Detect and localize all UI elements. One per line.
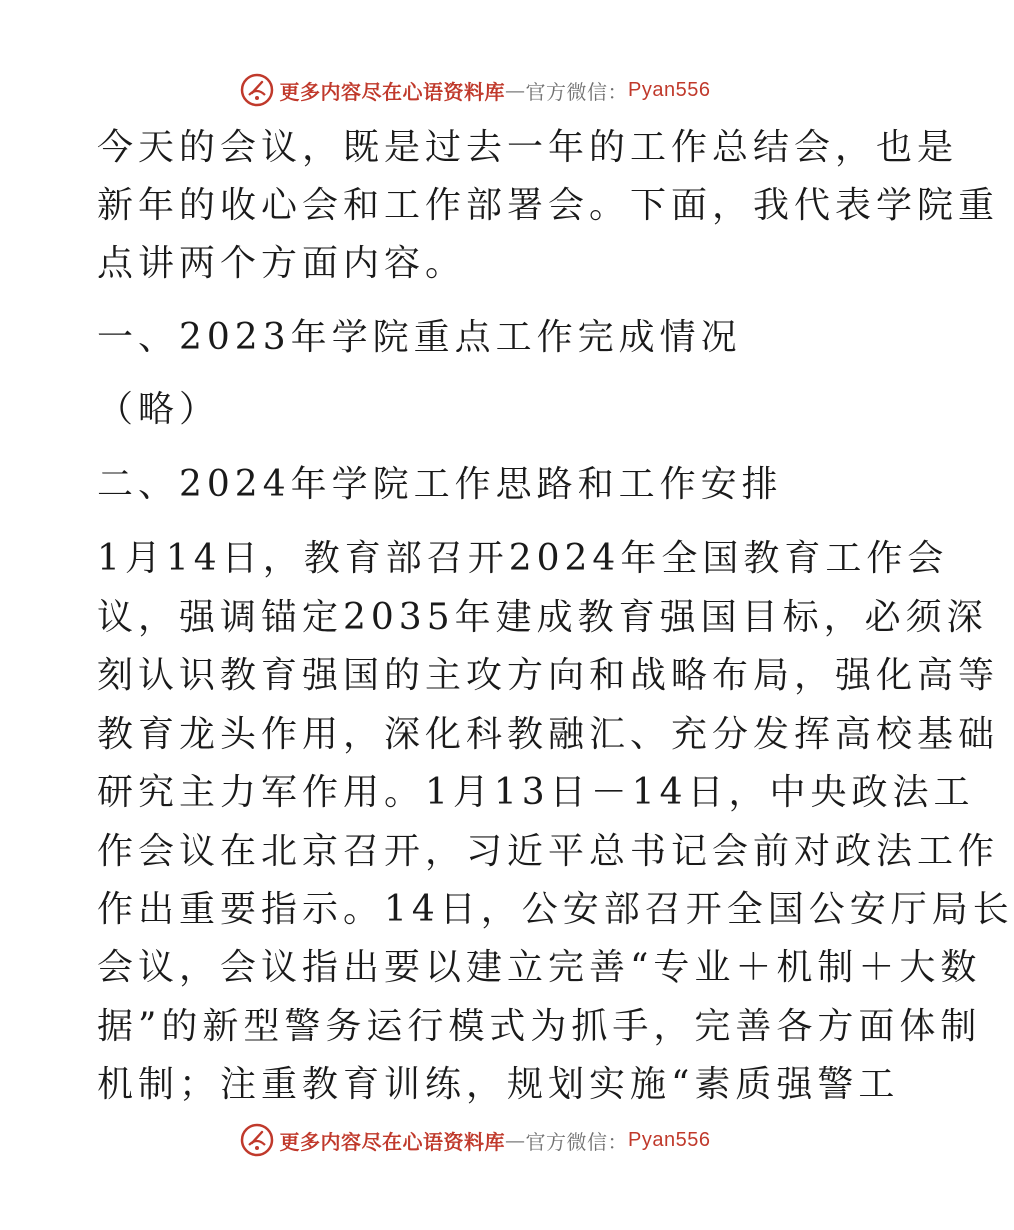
book-pen-logo-icon (240, 73, 274, 107)
body-line: 议，强调锚定2035年建成教育强国目标，必须深 (97, 597, 988, 638)
watermark-wechat-id: Pyan556 (628, 1128, 711, 1151)
watermark-site-name: 更多内容尽在心语资料库 (279, 1129, 506, 1154)
body-line: 刻认识教育强国的主攻方向和战略布局，强化高等 (97, 655, 1000, 696)
watermark-header (0, 68, 950, 112)
body-line: 点讲两个方面内容。 (97, 243, 467, 284)
body-line: 新年的收心会和工作部署会。下面，我代表学院重 (97, 185, 1000, 226)
watermark-wechat-label: 官方微信： (525, 79, 629, 104)
body-line: 机制；注重教育训练，规划实施“素质强警工 (97, 1064, 900, 1105)
watermark-wechat-label: 官方微信： (525, 1129, 629, 1154)
body-line: 据”的新型警务运行模式为抓手，完善各方面体制 (97, 1006, 982, 1047)
watermark-site-name: 更多内容尽在心语资料库 (279, 79, 506, 104)
body-line: （略） (97, 389, 221, 430)
section-heading-1: 一、2023年学院重点工作完成情况 (97, 317, 742, 358)
body-line: 今天的会议，既是过去一年的工作总结会，也是 (97, 127, 959, 168)
watermark-wechat-id: Pyan556 (628, 78, 711, 101)
body-line: 教育龙头作用，深化科教融汇、充分发挥高校基础 (97, 714, 1000, 755)
body-line: 1月14日，教育部召开2024年全国教育工作会 (97, 538, 949, 579)
body-line: 研究主力军作用。1月13日－14日，中央政法工 (97, 772, 975, 813)
watermark-dash: — (505, 1128, 526, 1152)
body-line: 会议，会议指出要以建立完善“专业＋机制＋大数 (97, 947, 982, 988)
body-line: 作出重要指示。14日，公安部召开全国公安厅局长 (97, 889, 1014, 930)
book-pen-logo-icon (240, 1123, 274, 1157)
body-line: 作会议在北京召开，习近平总书记会前对政法工作 (97, 831, 1000, 872)
watermark-footer (0, 1118, 950, 1162)
watermark-dash: — (505, 78, 526, 102)
section-heading-2: 二、2024年学院工作思路和工作安排 (97, 464, 783, 505)
